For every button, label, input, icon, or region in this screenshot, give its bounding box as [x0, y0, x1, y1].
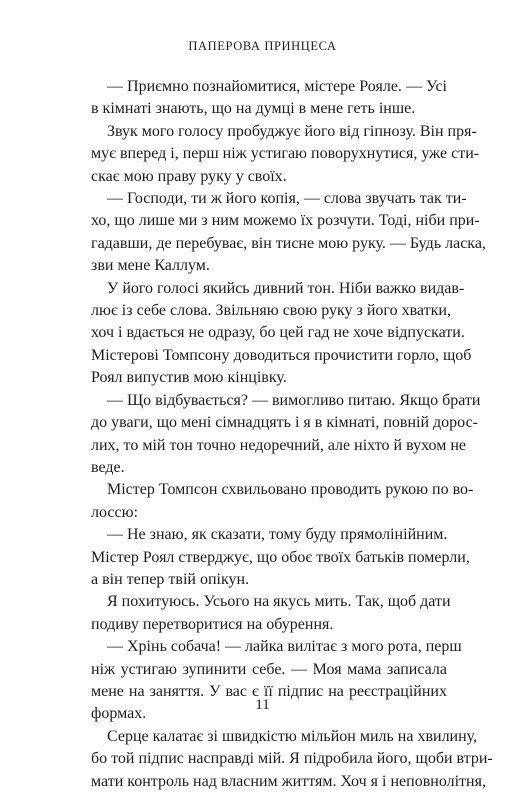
paragraph: [91, 726, 493, 793]
text-line: — Не знаю, як сказати, тому буду прямолінійним.: [107, 526, 448, 544]
text-line: лих, то мій тон точно недоречний, але ніхто й вухом не: [91, 436, 466, 454]
text-line: У його голосі якийсь дивний тон. Ніби важко видав-: [107, 279, 465, 297]
text-line: зви мене Каллум.: [91, 257, 210, 275]
paragraph: [91, 390, 481, 480]
text-line: формах.: [91, 705, 147, 723]
text-line: Містер Томпсон схвильовано проводить рукою по во-: [107, 481, 474, 499]
text-line: — Приємно познайомитися, містере Рояле. — Усі: [107, 78, 447, 95]
text-line: мати контроль над власним життям. Хоч я і неповнолітня,: [91, 772, 486, 790]
paragraph: [91, 479, 474, 524]
running-head: ПАПЕРОВА ПРИНЦЕСА: [188, 39, 337, 53]
text-line: ніж устигаю зупинити себе. — Моя мама записала: [91, 660, 447, 678]
text-line: бо той підпис насправді мій. Я підробила його, щоби втри-: [91, 750, 493, 768]
text-line: — Господи, ти ж його копія, — слова звучать так ти-: [107, 190, 467, 208]
text-line: в кімнаті знають, що на думці в мене геть інше.: [91, 100, 416, 118]
text-line: хоч і вдається не одразу, бо цей гад не хоче відпускати.: [91, 324, 465, 342]
text-line: Містерові Томпсону доводиться прочистити горло, щоб: [91, 346, 472, 364]
text-line: Містер Роял стверджує, що обоє твоїх батьків померли,: [91, 548, 470, 566]
paragraph: [91, 278, 472, 390]
text-line: лоссю:: [91, 503, 138, 521]
text-line: Звук мого голосу пробуджує його від гіпнозу. Він пря-: [107, 122, 477, 140]
paragraph: [91, 591, 451, 636]
text-line: лює із себе слова. Звільняю свою руку з його хватки,: [91, 302, 451, 320]
text-line: веде.: [91, 458, 125, 476]
text-line: хо, що лише ми з ним можемо їх розчути. Тоді, ніби при-: [91, 212, 480, 230]
text-line: Я похитуюсь. Усього на якусь мить. Так, щоб дати: [107, 593, 451, 611]
text-line: а він тепер твій опікун.: [91, 570, 250, 588]
text-line: до уваги, що мені сімнадцять і я в кімнаті, повній дорос-: [91, 414, 478, 432]
text-line: гадавши, де перебуває, він тисне мою руку. — Будь ласка,: [91, 234, 486, 252]
body-text: [91, 76, 493, 793]
paragraph: [91, 121, 480, 188]
text-line: Серце калатає зі швидкістю мільйон миль на хвилину,: [107, 727, 478, 745]
paragraph: [91, 524, 470, 591]
text-line: — Що відбувається? — вимогливо питаю. Якщо брати: [107, 391, 481, 409]
paragraph: [91, 76, 447, 121]
page-number: 11: [255, 697, 270, 713]
text-line: скає мою праву руку у своїх.: [91, 167, 287, 185]
text-line: мене на заняття. У вас є її підпис на реєстраційних: [91, 682, 447, 700]
text-line: подиву перетворитися на обурення.: [91, 615, 334, 633]
text-line: Роял випустив мою кінцівку.: [91, 369, 287, 387]
text-line: — Хрінь собача! — лайка вилітає з мого рота, перш: [107, 638, 462, 656]
paragraph: [91, 188, 486, 278]
text-line: мує вперед і, перш ніж устигаю поворухнутися, уже сти-: [91, 145, 480, 163]
